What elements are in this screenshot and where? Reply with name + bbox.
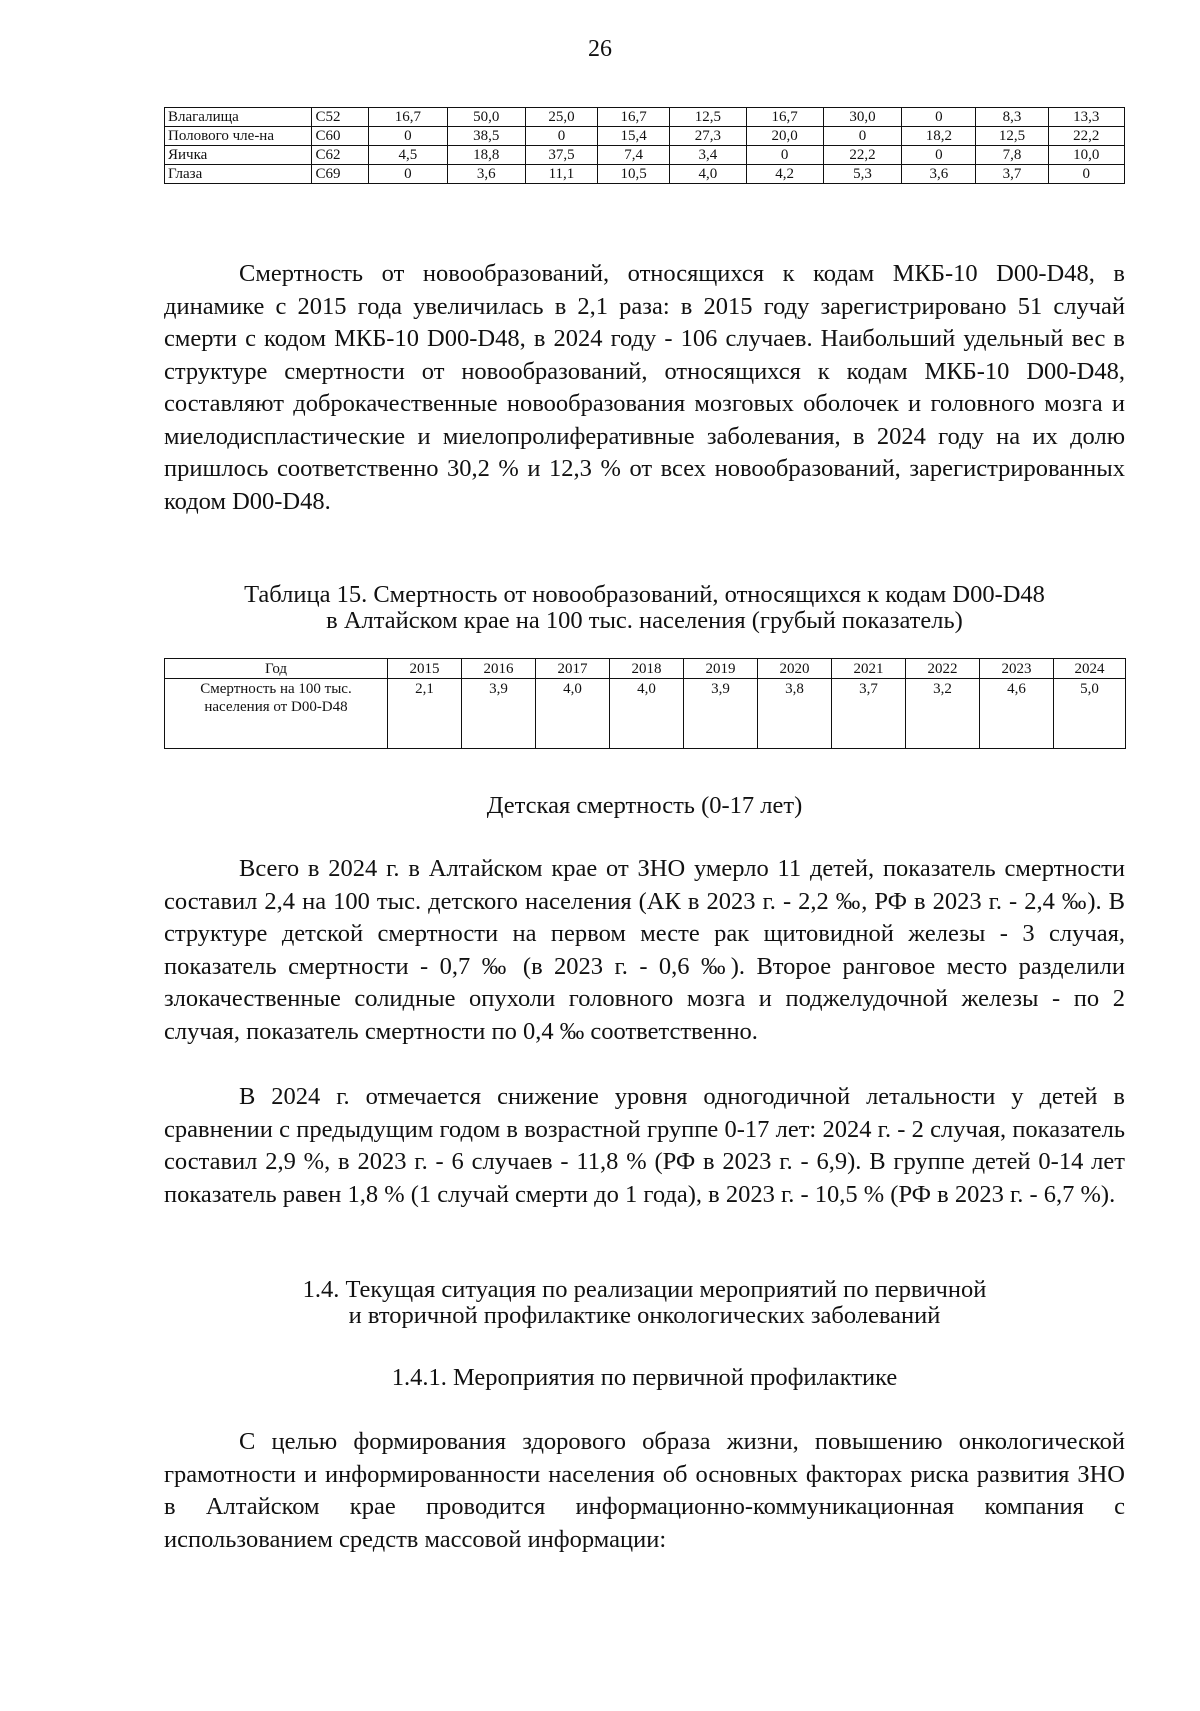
- table15-value-cell: 3,9: [684, 679, 758, 749]
- table-cell: 8,3: [976, 108, 1048, 127]
- table15-header-label: Год: [165, 659, 388, 679]
- table-cell: 10,5: [598, 165, 670, 184]
- table-cell: 0: [902, 146, 976, 165]
- row-site-name: Яичка: [165, 146, 312, 165]
- table15-header-row: [165, 659, 1126, 679]
- row-icd-code: C52: [312, 108, 369, 127]
- paragraph-primary-prevention: С целью формирования здорового образа жизни, повышению онкологической грамотности и информированности населения об основных факторах риска развития ЗНО в Алтайском крае проводится информационно-коммуникационная компания с использованием средств массовой информации:: [164, 1428, 1125, 1553]
- table-cell: 20,0: [746, 127, 823, 146]
- table15-caption-line1: Таблица 15. Смертность от новообразований, относящихся к кодам D00-D48: [244, 581, 1045, 608]
- row-icd-code: C62: [312, 146, 369, 165]
- paragraph-lethality: В 2024 г. отмечается снижение уровня одногодичной летальности у детей в сравнении с предыдущим годом в возрастной группе 0-17 лет: 2024 г. - 2 случая, показатель составил 2,9 %, в 2023 г. - 6 случаев - 11,8 % (РФ в 2023 г. - 6,9). В группе детей 0-14 лет показатель равен 1,8 % (1 случай смерти до 1 года), в 2023 г. - 10,5 % (РФ в 2023 г. - 6,7 %).: [164, 1083, 1125, 1208]
- table-cell: 13,3: [1048, 108, 1124, 127]
- table-row: [165, 146, 1125, 165]
- table15-value-cell: 4,6: [980, 679, 1054, 749]
- heading-section-1-4-line2: и вторичной профилактике онкологических заболеваний: [348, 1302, 941, 1329]
- table-cell: 11,1: [525, 165, 597, 184]
- table-cell: 3,6: [447, 165, 525, 184]
- table-cell: 0: [369, 165, 447, 184]
- table-cell: 0: [746, 146, 823, 165]
- table-cell: 16,7: [598, 108, 670, 127]
- organ-mortality-table: [164, 107, 1125, 184]
- table-cell: 12,5: [976, 127, 1048, 146]
- table-cell: 37,5: [525, 146, 597, 165]
- table-cell: 22,2: [1048, 127, 1124, 146]
- table15: [164, 658, 1126, 749]
- table15-value-cell: 2,1: [388, 679, 462, 749]
- table15-year-cell: 2017: [536, 659, 610, 679]
- table-cell: 25,0: [525, 108, 597, 127]
- paragraph-child-mortality: Всего в 2024 г. в Алтайском крае от ЗНО умерло 11 детей, показатель смертности составил 2,4 на 100 тыс. детского населения (АК в 2023 г. - 2,2 ‰, РФ в 2023 г. - 2,4 ‰). В структуре детской смертности на первом месте рак щитовидной железы - 3 случая, показатель смертности - 0,7 ‰ (в 2023 г. - 0,6 ‰). Второе ранговое место разделили злокачественные солидные опухоли головного мозга и поджелудочной железы - по 2 случая, показатель смертности по 0,4 ‰ соответственно.: [164, 855, 1125, 1045]
- table-cell: 7,8: [976, 146, 1048, 165]
- table15-row-label: Смертность на 100 тыс. населения от D00-D48: [165, 679, 388, 749]
- table-cell: 3,6: [902, 165, 976, 184]
- table-cell: 5,3: [823, 165, 901, 184]
- table-row: [165, 127, 1125, 146]
- table-cell: 0: [1048, 165, 1124, 184]
- table15-year-cell: 2016: [462, 659, 536, 679]
- row-site-name: Влагалища: [165, 108, 312, 127]
- table-cell: 7,4: [598, 146, 670, 165]
- page-number: 26: [588, 36, 612, 62]
- table15-value-cell: 4,0: [610, 679, 684, 749]
- table-cell: 4,0: [670, 165, 746, 184]
- table15-year-cell: 2022: [906, 659, 980, 679]
- table-cell: 12,5: [670, 108, 746, 127]
- heading-section-1-4-1: 1.4.1. Мероприятия по первичной профилактике: [391, 1364, 898, 1391]
- table15-caption-line2: в Алтайском крае на 100 тыс. населения (грубый показатель): [326, 607, 963, 634]
- table15-year-cell: 2019: [684, 659, 758, 679]
- table15-year-cell: 2020: [758, 659, 832, 679]
- table-cell: 0: [525, 127, 597, 146]
- table15-value-cell: 3,9: [462, 679, 536, 749]
- table-row: [165, 108, 1125, 127]
- table15-year-cell: 2015: [388, 659, 462, 679]
- table-cell: 10,0: [1048, 146, 1124, 165]
- table15-year-cell: 2018: [610, 659, 684, 679]
- table-cell: 22,2: [823, 146, 901, 165]
- table15-value-cell: 3,8: [758, 679, 832, 749]
- table-cell: 27,3: [670, 127, 746, 146]
- table-cell: 16,7: [746, 108, 823, 127]
- table15-year-cell: 2024: [1054, 659, 1126, 679]
- table15-value-cell: 4,0: [536, 679, 610, 749]
- table-cell: 3,7: [976, 165, 1048, 184]
- row-site-name: Глаза: [165, 165, 312, 184]
- table15-value-cell: 3,2: [906, 679, 980, 749]
- row-icd-code: C60: [312, 127, 369, 146]
- table-cell: 0: [823, 127, 901, 146]
- table15-value-cell: 3,7: [832, 679, 906, 749]
- table-cell: 3,4: [670, 146, 746, 165]
- table-cell: 4,5: [369, 146, 447, 165]
- table-cell: 18,8: [447, 146, 525, 165]
- table-cell: 0: [902, 108, 976, 127]
- table15-year-cell: 2023: [980, 659, 1054, 679]
- table-cell: 0: [369, 127, 447, 146]
- row-icd-code: C69: [312, 165, 369, 184]
- row-site-name: Полового чле-на: [165, 127, 312, 146]
- table-cell: 15,4: [598, 127, 670, 146]
- heading-child-mortality: Детская смертность (0-17 лет): [486, 792, 803, 819]
- table-cell: 16,7: [369, 108, 447, 127]
- table-row: [165, 165, 1125, 184]
- heading-section-1-4-line1: 1.4. Текущая ситуация по реализации мероприятий по первичной: [302, 1276, 987, 1303]
- paragraph-d00-d48-mortality: Смертность от новообразований, относящихся к кодам МКБ-10 D00-D48, в динамике с 2015 года увеличилась в 2,1 раза: в 2015 году зарегистрировано 51 случай смерти с кодом МКБ-10 D00-D48, в 2024 году - 106 случаев. Наибольший удельный вес в структуре смертности от новообразований, относящихся к кодам МКБ-10 D00-D48, составляют доброкачественные новообразования мозговых оболочек и головного мозга и миелодиспластические и миелопролиферативные заболевания, в 2024 году на их долю пришлось соответственно 30,2 % и 12,3 % от всех новообразований, зарегистрированных кодом D00-D48.: [164, 260, 1125, 515]
- table-cell: 38,5: [447, 127, 525, 146]
- table15-year-cell: 2021: [832, 659, 906, 679]
- table-cell: 30,0: [823, 108, 901, 127]
- table15-value-cell: 5,0: [1054, 679, 1126, 749]
- table15-data-row: [165, 679, 1126, 749]
- table-cell: 18,2: [902, 127, 976, 146]
- table-cell: 50,0: [447, 108, 525, 127]
- table-cell: 4,2: [746, 165, 823, 184]
